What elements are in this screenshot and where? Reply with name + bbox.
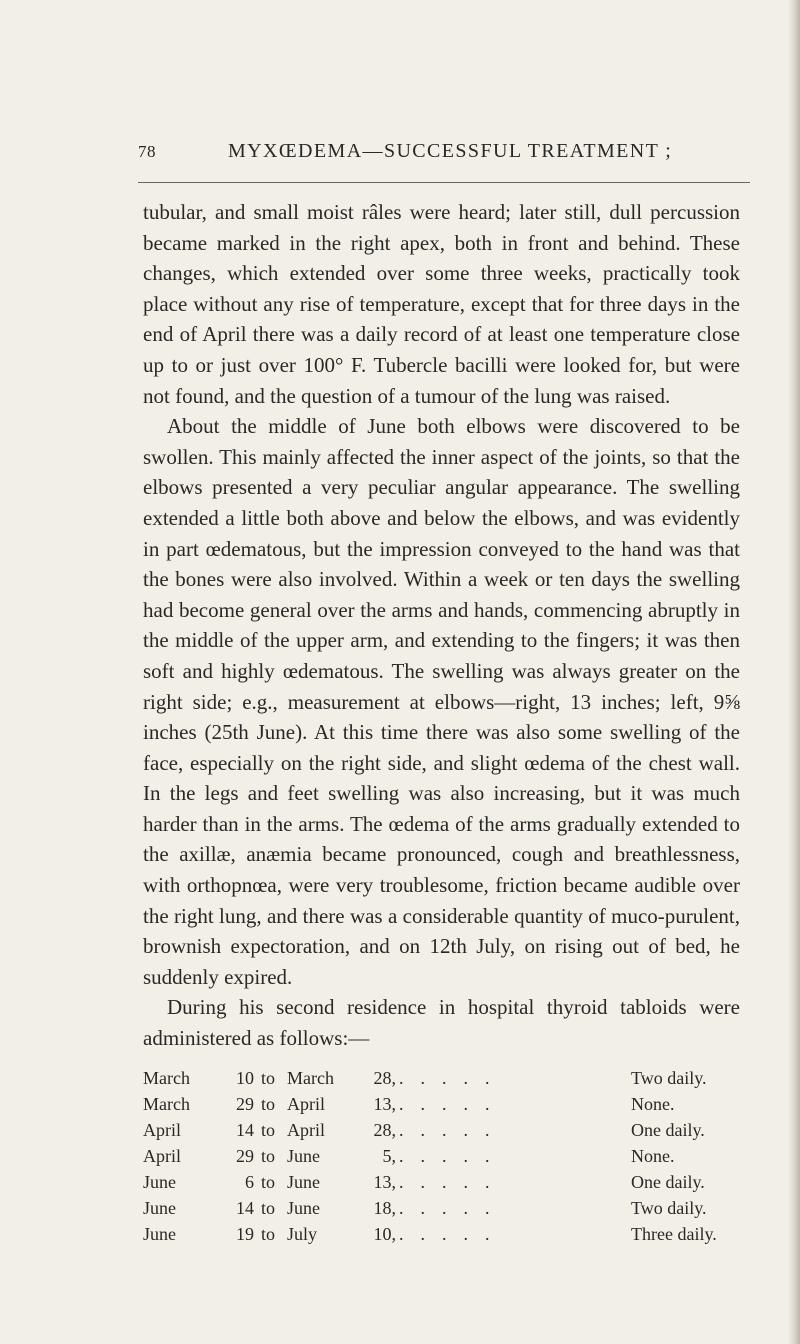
schedule-day-from: 10	[236, 1068, 254, 1088]
schedule-day-from: 19	[236, 1224, 254, 1244]
schedule-day-from: 14	[236, 1198, 254, 1218]
schedule-row	[143, 1117, 751, 1143]
schedule-dose: One daily.	[631, 1120, 705, 1140]
schedule-day-to: 13,	[373, 1094, 396, 1114]
schedule-month-to: April	[287, 1120, 325, 1140]
schedule-dose: Three daily.	[631, 1224, 717, 1244]
schedule-leader-dots: .....	[399, 1224, 507, 1244]
page-number: 78	[138, 142, 156, 161]
schedule-month-from: June	[143, 1172, 176, 1192]
schedule-day-from: 14	[236, 1120, 254, 1140]
schedule-month-to: June	[287, 1146, 320, 1166]
schedule-dose: None.	[631, 1146, 675, 1166]
paragraph: During his second residence in hospital thyroid tabloids were administered as follows:—	[143, 995, 740, 1051]
schedule-row	[143, 1091, 751, 1117]
schedule-day-to: 28,	[373, 1120, 396, 1140]
schedule-month-from: June	[143, 1198, 176, 1218]
schedule-connector: to	[261, 1146, 276, 1166]
schedule-month-to: June	[287, 1198, 320, 1218]
schedule-month-from: March	[143, 1068, 190, 1088]
paragraph: About the middle of June both elbows were discovered to be swollen. This mainly affected the inner aspect of the joints, so that the elbows presented a very peculiar angular appearance. The swelling extended a little both above and below the elbows, and was evidently in part œdematous, but the impression conveyed to the hand was that the bones were also involved. Within a week or ten days the swelling had become general over the arms and hands, commencing abruptly in the middle of the upper arm, and extending to the fingers; it was then soft and highly œdematous. The swelling was always greater on the right side; e.g., measurement at elbows—right, 13 inches; left, 9⅝ inches (25th June). At this time there was also some swelling of the face, especially on the right side, and slight œdema of the chest wall. In the legs and feet swelling was also increasing, but it was much harder than in the arms. The œdema of the arms gradually extended to the axillæ, anæmia became pronounced, cough and breathlessness, with orthopnœa, were very troublesome, friction became audible over the right lung, and there was a considerable quantity of muco-purulent, brownish expectoration, and on 12th July, on rising out of bed, he suddenly expired.	[143, 414, 740, 989]
schedule-month-to: July	[287, 1224, 318, 1244]
schedule-day-from: 29	[236, 1146, 254, 1166]
schedule-row	[143, 1169, 751, 1195]
schedule-dose: Two daily.	[631, 1068, 707, 1088]
schedule-month-to: June	[287, 1172, 320, 1192]
schedule-connector: to	[261, 1120, 276, 1140]
dosage-schedule	[143, 1065, 751, 1247]
page-header	[138, 142, 758, 182]
schedule-month-from: June	[143, 1224, 176, 1244]
schedule-month-from: March	[143, 1094, 190, 1114]
header-rule	[138, 182, 750, 183]
schedule-connector: to	[261, 1172, 276, 1192]
body-text	[143, 197, 740, 1054]
schedule-connector: to	[261, 1094, 276, 1114]
schedule-dose: Two daily.	[631, 1198, 707, 1218]
schedule-month-from: April	[143, 1146, 181, 1166]
schedule-leader-dots: .....	[399, 1198, 507, 1218]
schedule-row	[143, 1143, 751, 1169]
schedule-row	[143, 1195, 751, 1221]
schedule-leader-dots: .....	[399, 1094, 507, 1114]
schedule-row	[143, 1065, 751, 1091]
schedule-day-to: 28,	[373, 1068, 396, 1088]
schedule-month-to: March	[287, 1068, 334, 1088]
schedule-connector: to	[261, 1068, 276, 1088]
schedule-connector: to	[261, 1198, 276, 1218]
schedule-leader-dots: .....	[399, 1146, 507, 1166]
schedule-day-from: 29	[236, 1094, 254, 1114]
schedule-leader-dots: .....	[399, 1068, 507, 1088]
schedule-month-to: April	[287, 1094, 325, 1114]
schedule-dose: None.	[631, 1094, 675, 1114]
schedule-leader-dots: .....	[399, 1172, 507, 1192]
schedule-day-to: 5,	[382, 1146, 396, 1166]
schedule-connector: to	[261, 1224, 276, 1244]
schedule-row	[143, 1221, 751, 1247]
schedule-month-from: April	[143, 1120, 181, 1140]
schedule-day-to: 13,	[373, 1172, 396, 1192]
paragraph: tubular, and small moist râles were heard; later still, dull percussion became marked in the right apex, both in front and behind. These changes, which extended over some three weeks, practically took place without any rise of temperature, except that for three days in the end of April there was a daily record of at least one temperature close up to or just over 100° F. Tubercle bacilli were looked for, but were not found, and the question of a tumour of the lung was raised.	[143, 200, 740, 408]
schedule-day-from: 6	[245, 1172, 254, 1192]
running-head: MYXŒDEMA—SUCCESSFUL TREATMENT ;	[228, 140, 673, 162]
schedule-day-to: 10,	[373, 1224, 396, 1244]
page-edge-shadow	[788, 0, 800, 1344]
schedule-dose: One daily.	[631, 1172, 705, 1192]
schedule-leader-dots: .....	[399, 1120, 507, 1140]
schedule-day-to: 18,	[373, 1198, 396, 1218]
